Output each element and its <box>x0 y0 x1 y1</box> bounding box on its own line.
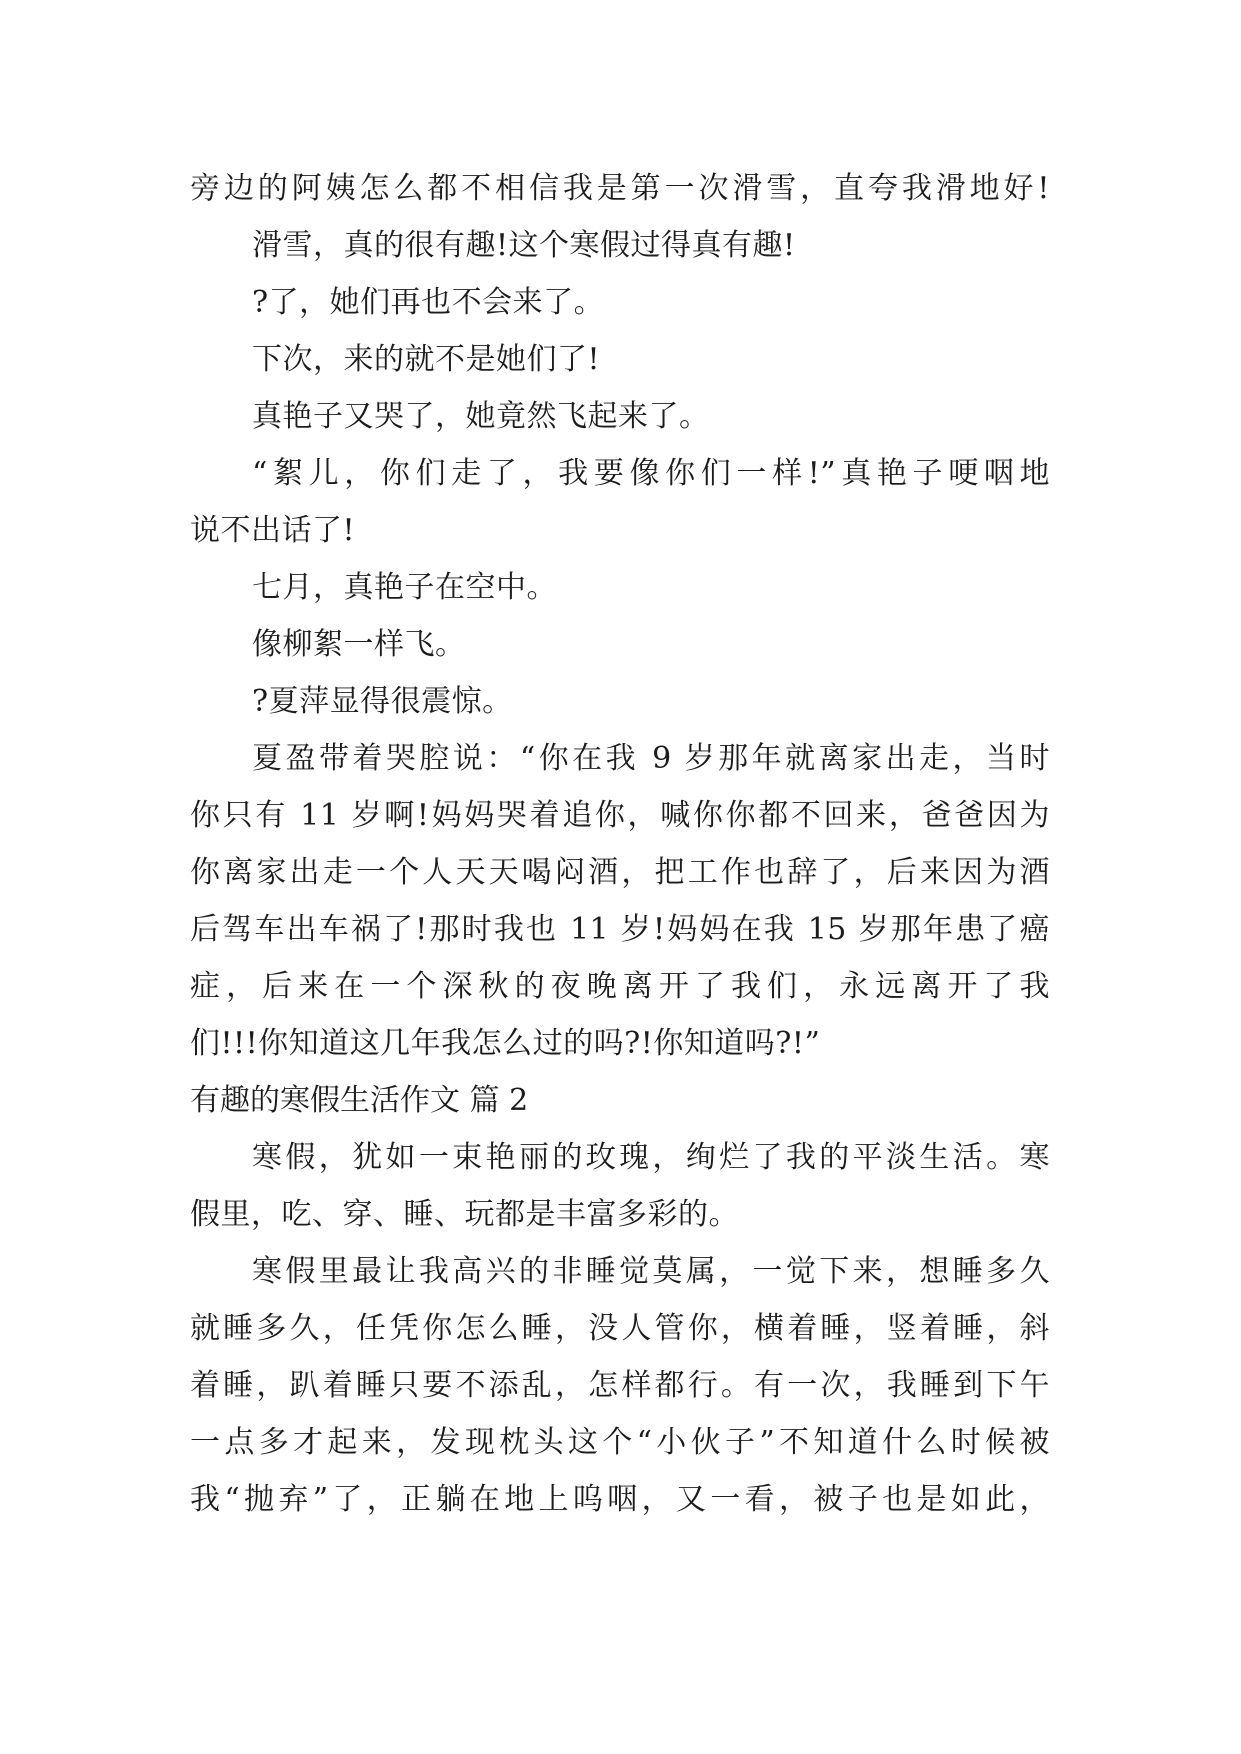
text-line: 一点多才起来，发现枕头这个“小伙子”不知道什么时候被 <box>190 1425 1050 1460</box>
section-heading: 有趣的寒假生活作文 篇 2 <box>190 1083 529 1118</box>
text-line: 着睡，趴着睡只要不添乱，怎样都行。有一次，我睡到下午 <box>190 1368 1050 1403</box>
text-line: “絮儿，你们走了，我要像你们一样!”真艳子哽咽地 <box>252 456 1050 491</box>
text-line: 滑雪，真的很有趣!这个寒假过得真有趣! <box>252 228 796 263</box>
text-line: 你离家出走一个人天天喝闷酒，把工作也辞了，后来因为酒 <box>190 855 1050 890</box>
text-line: 像柳絮一样飞。 <box>252 627 466 662</box>
text-line: 我“抛弃”了，正躺在地上呜咽，又一看，被子也是如此， <box>190 1482 1050 1517</box>
text-line: 夏盈带着哭腔说：“你在我 9 岁那年就离家出走，当时 <box>252 741 1050 776</box>
text-line: 说不出话了! <box>190 513 356 548</box>
text-line: 后驾车出车祸了!那时我也 11 岁!妈妈在我 15 岁那年患了癌 <box>190 912 1050 947</box>
text-line: 就睡多久，任凭你怎么睡，没人管你，横着睡，竖着睡，斜 <box>190 1311 1050 1346</box>
document-body <box>190 160 1050 1528</box>
text-line: 假里，吃、穿、睡、玩都是丰富多彩的。 <box>190 1197 739 1232</box>
text-line: 下次，来的就不是她们了! <box>252 342 601 377</box>
text-line: 症，后来在一个深秋的夜晚离开了我们，永远离开了我 <box>190 969 1050 1004</box>
text-line: ?夏萍显得很震惊。 <box>252 684 513 719</box>
text-line: 旁边的阿姨怎么都不相信我是第一次滑雪，直夸我滑地好! <box>190 171 1050 206</box>
text-line: 七月，真艳子在空中。 <box>252 570 557 605</box>
text-line: 真艳子又哭了，她竟然飞起来了。 <box>252 399 710 434</box>
text-line: 寒假里最让我高兴的非睡觉莫属，一觉下来，想睡多久 <box>252 1254 1050 1289</box>
text-line: 寒假，犹如一束艳丽的玫瑰，绚烂了我的平淡生活。寒 <box>252 1140 1050 1175</box>
text-line: 们!!!你知道这几年我怎么过的吗?!你知道吗?!” <box>190 1026 821 1061</box>
text-line: ?了，她们再也不会来了。 <box>252 285 605 320</box>
text-line: 你只有 11 岁啊!妈妈哭着追你，喊你你都不回来，爸爸因为 <box>190 798 1050 833</box>
